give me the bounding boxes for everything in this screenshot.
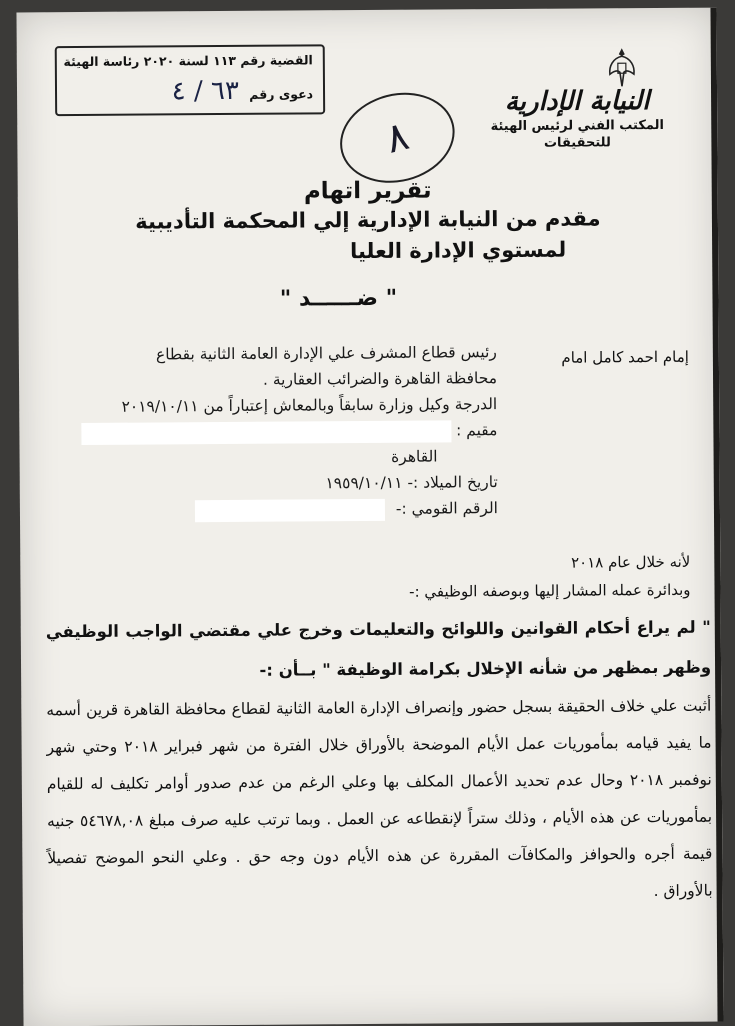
case-number-box [55, 44, 325, 116]
lawsuit-label: دعوى رقم [249, 86, 314, 102]
organization-office: المكتب الفني لرئيس الهيئة [490, 117, 665, 135]
charge-statement: " لم يراع أحكام القوانين واللوائح والتعليمات وخرج علي مقتضي الواجب الوظيفي وظهر بمظهر من شأنه الإخلال بكرامة الوظيفة " بــأن :- [45, 617, 712, 680]
position-line: محافظة القاهرة والضرائب العقارية . [262, 369, 498, 389]
defendant-name: إمام احمد كامل امام [561, 347, 689, 367]
national-id-line [28, 495, 498, 524]
against-heading: " ضــــــد " [279, 285, 398, 312]
report-title: تقرير اتهام [303, 177, 432, 205]
circled-number-text: ٨ [381, 112, 414, 163]
lawsuit-number-handwritten: ٦٣ / ٤ [171, 75, 239, 107]
charge-circumstance: وبدائرة عمله المشار إليها وبوصفه الوظيفي :- [409, 580, 691, 601]
report-level: لمستوي الإدارة العليا [349, 237, 567, 264]
document-page [16, 8, 723, 1026]
residence-label: مقيم : [456, 421, 498, 440]
eagle-emblem-icon [607, 46, 637, 88]
birth-line: تاريخ الميلاد :- ١٩٥٩/١٠/١١ [325, 473, 498, 493]
defendant-details [27, 339, 498, 524]
case-line: القضية رقم ١١٣ لسنة ٢٠٢٠ رئاسة الهيئة [63, 52, 313, 70]
residence-line [27, 417, 497, 446]
facts-paragraph: أثبت علي خلاف الحقيقة بسجل حضور وإنصراف الإدارة العامة الثانية لقطاع محافظة القاهرة قرين أسمه ما يفيد قيامه بمأموريات عمل الأيام الموضحة بالأوراق خلال الفترة من شهر فبراير ٢٠١٨ وحتي شهر نوفمبر ٢٠١٨ وحال عدم تحديد الأعمال المكلف بها وعلي الرغم من عدم صدور أوامر تكليف له للقيام بمأموريات عن هذه الأيام ، وذلك ستراً لإنقطاعه عن العمل . وبما ترتب عليه صرف مبلغ ٥٤٦٧٨,٠٨ جنيه قيمة أجره والحوافز والمكافآت المقررة عن هذه الأيام دون وجه حق . وعلي النحو الموضح تفصيلاً بالأوراق . [46, 696, 713, 901]
redacted-address [81, 420, 451, 445]
lawsuit-line [67, 75, 313, 107]
organization-name: النيابة الإدارية [504, 86, 650, 118]
charge-period: لأنه خلال عام ٢٠١٨ [571, 552, 691, 572]
report-subtitle: مقدم من النيابة الإدارية إلي المحكمة التأديبية [135, 206, 601, 234]
organization-unit: للتحقيقات [543, 135, 611, 151]
rank-line: الدرجة وكيل وزارة سابقاً وبالمعاش إعتباراً من ٢٠١٩/١٠/١١ [121, 395, 498, 416]
position-line: رئيس قطاع المشرف علي الإدارة العامة الثانية بقطاع [155, 343, 497, 364]
national-id-label: الرقم القومي :- [395, 499, 499, 518]
organization-header [477, 86, 677, 151]
redacted-national-id [195, 498, 385, 521]
city-line: القاهرة [391, 447, 438, 466]
